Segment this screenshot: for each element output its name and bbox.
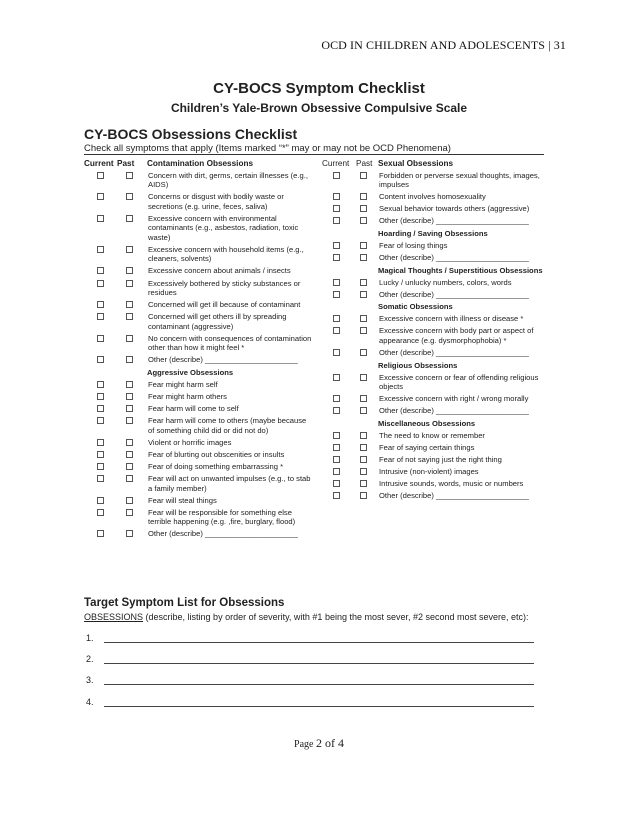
item-label: Other (describe) ______________________ bbox=[379, 216, 529, 226]
checklist-item bbox=[84, 474, 314, 493]
checklist-item bbox=[322, 455, 552, 465]
line-number: 3. bbox=[86, 675, 94, 685]
current-checkbox[interactable] bbox=[97, 193, 104, 200]
item-label: Excessively bothered by sticky substances or residues bbox=[148, 278, 301, 298]
past-checkbox[interactable] bbox=[126, 267, 133, 274]
line-number: 1. bbox=[86, 633, 94, 643]
current-checkbox[interactable] bbox=[333, 349, 340, 356]
item-label: Excessive concern with household items (e.g., cleaners, solvents) bbox=[148, 244, 304, 264]
checklist-item bbox=[322, 241, 552, 251]
answer-blank[interactable] bbox=[104, 674, 534, 685]
current-checkbox[interactable] bbox=[333, 456, 340, 463]
item-label: Other (describe) ______________________ bbox=[379, 253, 529, 263]
checklist-item bbox=[322, 348, 552, 358]
past-checkbox[interactable] bbox=[360, 407, 367, 414]
right-checklist-column bbox=[322, 156, 552, 501]
current-checkbox[interactable] bbox=[97, 356, 104, 363]
current-checkbox[interactable] bbox=[333, 279, 340, 286]
category-heading: Sexual Obsessions bbox=[378, 159, 454, 168]
item-label: Excessive concern with right / wrong morally bbox=[379, 394, 529, 404]
checklist-item bbox=[84, 266, 314, 276]
current-checkbox[interactable] bbox=[97, 172, 104, 179]
target-line[interactable] bbox=[86, 632, 534, 643]
past-checkbox[interactable] bbox=[126, 172, 133, 179]
item-label: Other (describe) ______________________ bbox=[379, 289, 529, 299]
magical-heading: Magical Thoughts / Superstitious Obsessions bbox=[378, 265, 543, 275]
past-checkbox[interactable] bbox=[126, 417, 133, 424]
past-checkbox[interactable] bbox=[126, 313, 133, 320]
past-checkbox[interactable] bbox=[126, 381, 133, 388]
current-checkbox[interactable] bbox=[97, 301, 104, 308]
current-checkbox[interactable] bbox=[333, 172, 340, 179]
item-label: Excessive concern about animals / insects bbox=[148, 266, 291, 276]
target-instructions-text: (describe, listing by order of severity, with #1 being the most sever, #2 second most severe, etc): bbox=[143, 612, 529, 622]
past-checkbox[interactable] bbox=[360, 217, 367, 224]
target-line[interactable] bbox=[86, 674, 534, 685]
item-label: Other (describe) ______________________ bbox=[148, 355, 298, 365]
past-checkbox[interactable] bbox=[126, 509, 133, 516]
past-checkbox[interactable] bbox=[360, 242, 367, 249]
checklist-item bbox=[322, 204, 552, 214]
current-checkbox[interactable] bbox=[97, 335, 104, 342]
current-checkbox[interactable] bbox=[97, 475, 104, 482]
current-checkbox[interactable] bbox=[333, 205, 340, 212]
item-label: Intrusive sounds, words, music or numbers bbox=[379, 479, 524, 489]
past-checkbox[interactable] bbox=[126, 405, 133, 412]
checklist-item bbox=[322, 491, 552, 501]
checklist-item bbox=[84, 404, 314, 414]
past-checkbox[interactable] bbox=[126, 215, 133, 222]
checklist-item bbox=[322, 373, 552, 392]
past-checkbox[interactable] bbox=[126, 246, 133, 253]
misc-heading: Miscellaneous Obsessions bbox=[378, 418, 476, 428]
past-checkbox[interactable] bbox=[126, 356, 133, 363]
past-checkbox[interactable] bbox=[126, 193, 133, 200]
past-checkbox[interactable] bbox=[360, 492, 367, 499]
current-checkbox[interactable] bbox=[333, 432, 340, 439]
somatic-heading: Somatic Obsessions bbox=[378, 302, 453, 312]
checklist-item bbox=[322, 314, 552, 324]
current-checkbox[interactable] bbox=[333, 468, 340, 475]
checklist-item bbox=[322, 216, 552, 226]
current-checkbox[interactable] bbox=[97, 417, 104, 424]
checklist-title: CY-BOCS Obsessions Checklist bbox=[84, 126, 298, 142]
past-checkbox[interactable] bbox=[360, 315, 367, 322]
past-checkbox[interactable] bbox=[360, 254, 367, 261]
checklist-item bbox=[84, 462, 314, 472]
past-checkbox[interactable] bbox=[360, 291, 367, 298]
item-label: Other (describe) ______________________ bbox=[379, 491, 529, 501]
checklist-item bbox=[322, 431, 552, 441]
item-label: Concern with dirt, germs, certain illnesses (e.g., AIDS) bbox=[148, 170, 308, 190]
item-label: Fear of blurting out obscenities or insults bbox=[148, 450, 285, 459]
past-checkbox[interactable] bbox=[126, 280, 133, 287]
item-label: Fear will steal things bbox=[148, 495, 217, 505]
current-checkbox[interactable] bbox=[97, 393, 104, 400]
current-checkbox[interactable] bbox=[97, 463, 104, 470]
item-label: Fear harm will come to self bbox=[148, 404, 239, 414]
checklist-item bbox=[84, 438, 314, 448]
target-line[interactable] bbox=[86, 696, 534, 707]
checklist-item bbox=[322, 278, 552, 288]
current-checkbox[interactable] bbox=[97, 215, 104, 222]
obsessions-label: OBSESSIONS bbox=[84, 612, 144, 622]
answer-blank[interactable] bbox=[104, 653, 534, 664]
past-checkbox[interactable] bbox=[126, 439, 133, 446]
past-checkbox[interactable] bbox=[360, 205, 367, 212]
item-label: Fear of not saying just the right thing bbox=[379, 455, 502, 465]
item-label: Excessive concern or fear of offending religious objects bbox=[379, 372, 539, 392]
item-label: Fear of doing something embarrassing * bbox=[148, 462, 284, 472]
item-label: Fear might harm self bbox=[148, 380, 218, 390]
past-column-label: Past bbox=[356, 159, 373, 168]
left-checklist-column bbox=[84, 156, 314, 539]
current-checkbox[interactable] bbox=[333, 291, 340, 298]
checklist-item bbox=[322, 406, 552, 416]
checklist-item bbox=[84, 450, 314, 460]
current-checkbox[interactable] bbox=[333, 217, 340, 224]
current-checkbox[interactable] bbox=[97, 509, 104, 516]
current-checkbox[interactable] bbox=[97, 267, 104, 274]
current-checkbox[interactable] bbox=[333, 480, 340, 487]
item-label: Excessive concern with body part or aspect of appearance (e.g. dysmorphophobia) * bbox=[379, 326, 534, 345]
current-checkbox[interactable] bbox=[97, 280, 104, 287]
current-checkbox[interactable] bbox=[97, 451, 104, 458]
past-checkbox[interactable] bbox=[360, 279, 367, 286]
current-checkbox[interactable] bbox=[333, 444, 340, 451]
past-checkbox[interactable] bbox=[126, 301, 133, 308]
current-checkbox[interactable] bbox=[333, 374, 340, 381]
item-label: No concern with consequences of contamination other than how it might feel * bbox=[148, 333, 312, 353]
running-header: OCD IN CHILDREN AND ADOLESCENTS | 31 bbox=[321, 38, 566, 52]
past-checkbox[interactable] bbox=[360, 444, 367, 451]
checklist-item bbox=[84, 508, 314, 527]
checklist-item bbox=[84, 392, 314, 402]
item-label: Other (describe) ______________________ bbox=[148, 529, 298, 539]
item-label: Excessive concern with environmental contaminants (e.g., asbestos, radiation, toxic waste) bbox=[148, 213, 299, 242]
item-label: Content involves homosexuality bbox=[379, 192, 486, 202]
item-label: Fear of saying certain things bbox=[379, 443, 475, 452]
item-label: Excessive concern with illness or disease * bbox=[379, 314, 524, 324]
checklist-item bbox=[84, 171, 314, 190]
checklist-item bbox=[84, 300, 314, 310]
aggressive-heading: Aggressive Obsessions bbox=[147, 367, 234, 377]
past-checkbox[interactable] bbox=[360, 374, 367, 381]
current-checkbox[interactable] bbox=[333, 193, 340, 200]
line-number: 4. bbox=[86, 697, 94, 707]
item-label: The need to know or remember bbox=[379, 430, 485, 440]
past-checkbox[interactable] bbox=[360, 468, 367, 475]
item-label: Other (describe) ______________________ bbox=[379, 348, 529, 358]
checklist-item bbox=[322, 171, 552, 190]
checklist-item bbox=[84, 496, 314, 506]
current-checkbox[interactable] bbox=[333, 327, 340, 334]
item-label: Violent or horrific images bbox=[148, 437, 232, 447]
current-checkbox[interactable] bbox=[333, 492, 340, 499]
checklist-item bbox=[322, 326, 552, 345]
item-label: Forbidden or perverse sexual thoughts, images, impulses bbox=[379, 170, 540, 190]
checklist-item bbox=[84, 355, 314, 365]
current-column-label: Current bbox=[84, 159, 114, 168]
item-label: Lucky / unlucky numbers, colors, words bbox=[379, 277, 512, 287]
current-checkbox[interactable] bbox=[97, 313, 104, 320]
page-footer bbox=[0, 736, 638, 751]
religious-heading: Religious Obsessions bbox=[378, 360, 458, 370]
checklist-item bbox=[322, 467, 552, 477]
checklist-item bbox=[84, 529, 314, 539]
item-label: Concerns or disgust with bodily waste or secretions (e.g. urine, feces, saliva) bbox=[148, 192, 284, 211]
hoarding-heading: Hoarding / Saving Obsessions bbox=[378, 228, 488, 238]
current-checkbox[interactable] bbox=[97, 439, 104, 446]
item-label: Sexual behavior towards others (aggressive) bbox=[379, 204, 530, 214]
current-checkbox[interactable] bbox=[97, 381, 104, 388]
line-number: 2. bbox=[86, 654, 94, 664]
current-checkbox[interactable] bbox=[97, 530, 104, 537]
past-checkbox[interactable] bbox=[360, 327, 367, 334]
item-label: Concerned will get ill because of contaminant bbox=[148, 300, 301, 310]
checklist-item bbox=[322, 394, 552, 404]
item-label: Fear might harm others bbox=[148, 392, 227, 402]
checklist-item bbox=[322, 192, 552, 202]
past-checkbox[interactable] bbox=[360, 193, 367, 200]
current-checkbox[interactable] bbox=[333, 242, 340, 249]
item-label: Fear will act on unwanted impulses (e.g., to stab a family member) bbox=[148, 474, 311, 493]
current-checkbox[interactable] bbox=[333, 254, 340, 261]
current-checkbox[interactable] bbox=[97, 246, 104, 253]
target-line[interactable] bbox=[86, 653, 534, 664]
checklist-item bbox=[84, 214, 314, 243]
checklist-item bbox=[84, 416, 314, 435]
past-checkbox[interactable] bbox=[360, 432, 367, 439]
page-title: CY-BOCS Symptom Checklist bbox=[213, 80, 425, 97]
checklist-item bbox=[84, 279, 314, 298]
current-checkbox[interactable] bbox=[333, 407, 340, 414]
past-checkbox[interactable] bbox=[126, 335, 133, 342]
checklist-item bbox=[84, 245, 314, 264]
past-checkbox[interactable] bbox=[360, 395, 367, 402]
past-checkbox[interactable] bbox=[360, 456, 367, 463]
past-checkbox[interactable] bbox=[126, 497, 133, 504]
checklist-instructions: Check all symptoms that apply (Items marked “*” may or may not be OCD Phenomena) bbox=[84, 143, 451, 154]
past-checkbox[interactable] bbox=[126, 451, 133, 458]
answer-blank[interactable] bbox=[104, 632, 534, 643]
checklist-item bbox=[84, 192, 314, 211]
right-column-header bbox=[322, 156, 552, 168]
target-symptom-title: Target Symptom List for Obsessions bbox=[84, 597, 285, 609]
checklist-item bbox=[322, 443, 552, 453]
past-column-label: Past bbox=[117, 159, 135, 168]
past-checkbox[interactable] bbox=[126, 393, 133, 400]
checklist-item bbox=[84, 312, 314, 331]
current-checkbox[interactable] bbox=[333, 315, 340, 322]
page-prefix: Page bbox=[294, 739, 314, 750]
category-heading: Contamination Obsessions bbox=[147, 159, 253, 168]
item-label: Other (describe) ______________________ bbox=[379, 406, 529, 416]
item-label: Intrusive (non-violent) images bbox=[379, 467, 479, 477]
title-divider bbox=[84, 154, 544, 155]
current-checkbox[interactable] bbox=[97, 405, 104, 412]
past-checkbox[interactable] bbox=[360, 349, 367, 356]
past-checkbox[interactable] bbox=[360, 172, 367, 179]
current-checkbox[interactable] bbox=[97, 497, 104, 504]
past-checkbox[interactable] bbox=[360, 480, 367, 487]
item-label: Fear harm will come to others (maybe because of something child did or did not do) bbox=[148, 416, 307, 435]
checklist-item bbox=[322, 253, 552, 263]
checklist-item bbox=[84, 380, 314, 390]
current-column-label: Current bbox=[322, 159, 350, 168]
item-label: Concerned will get others ill by spreading contaminant (aggressive) bbox=[148, 312, 287, 331]
past-checkbox[interactable] bbox=[126, 475, 133, 482]
page-subtitle: Children’s Yale-Brown Obsessive Compulsive Scale bbox=[170, 101, 468, 115]
page-number: 2 of 4 bbox=[315, 736, 344, 750]
past-checkbox[interactable] bbox=[126, 530, 133, 537]
left-column-header bbox=[84, 156, 314, 168]
item-label: Fear will be responsible for something else terrible happening (e.g. ,fire, burglary, flood) bbox=[148, 507, 296, 527]
item-label: Fear of losing things bbox=[379, 240, 448, 250]
checklist-item bbox=[322, 290, 552, 300]
current-checkbox[interactable] bbox=[333, 395, 340, 402]
checklist-item bbox=[84, 334, 314, 353]
target-instructions bbox=[84, 612, 529, 622]
past-checkbox[interactable] bbox=[126, 463, 133, 470]
answer-blank[interactable] bbox=[104, 696, 534, 707]
checklist-item bbox=[322, 479, 552, 489]
